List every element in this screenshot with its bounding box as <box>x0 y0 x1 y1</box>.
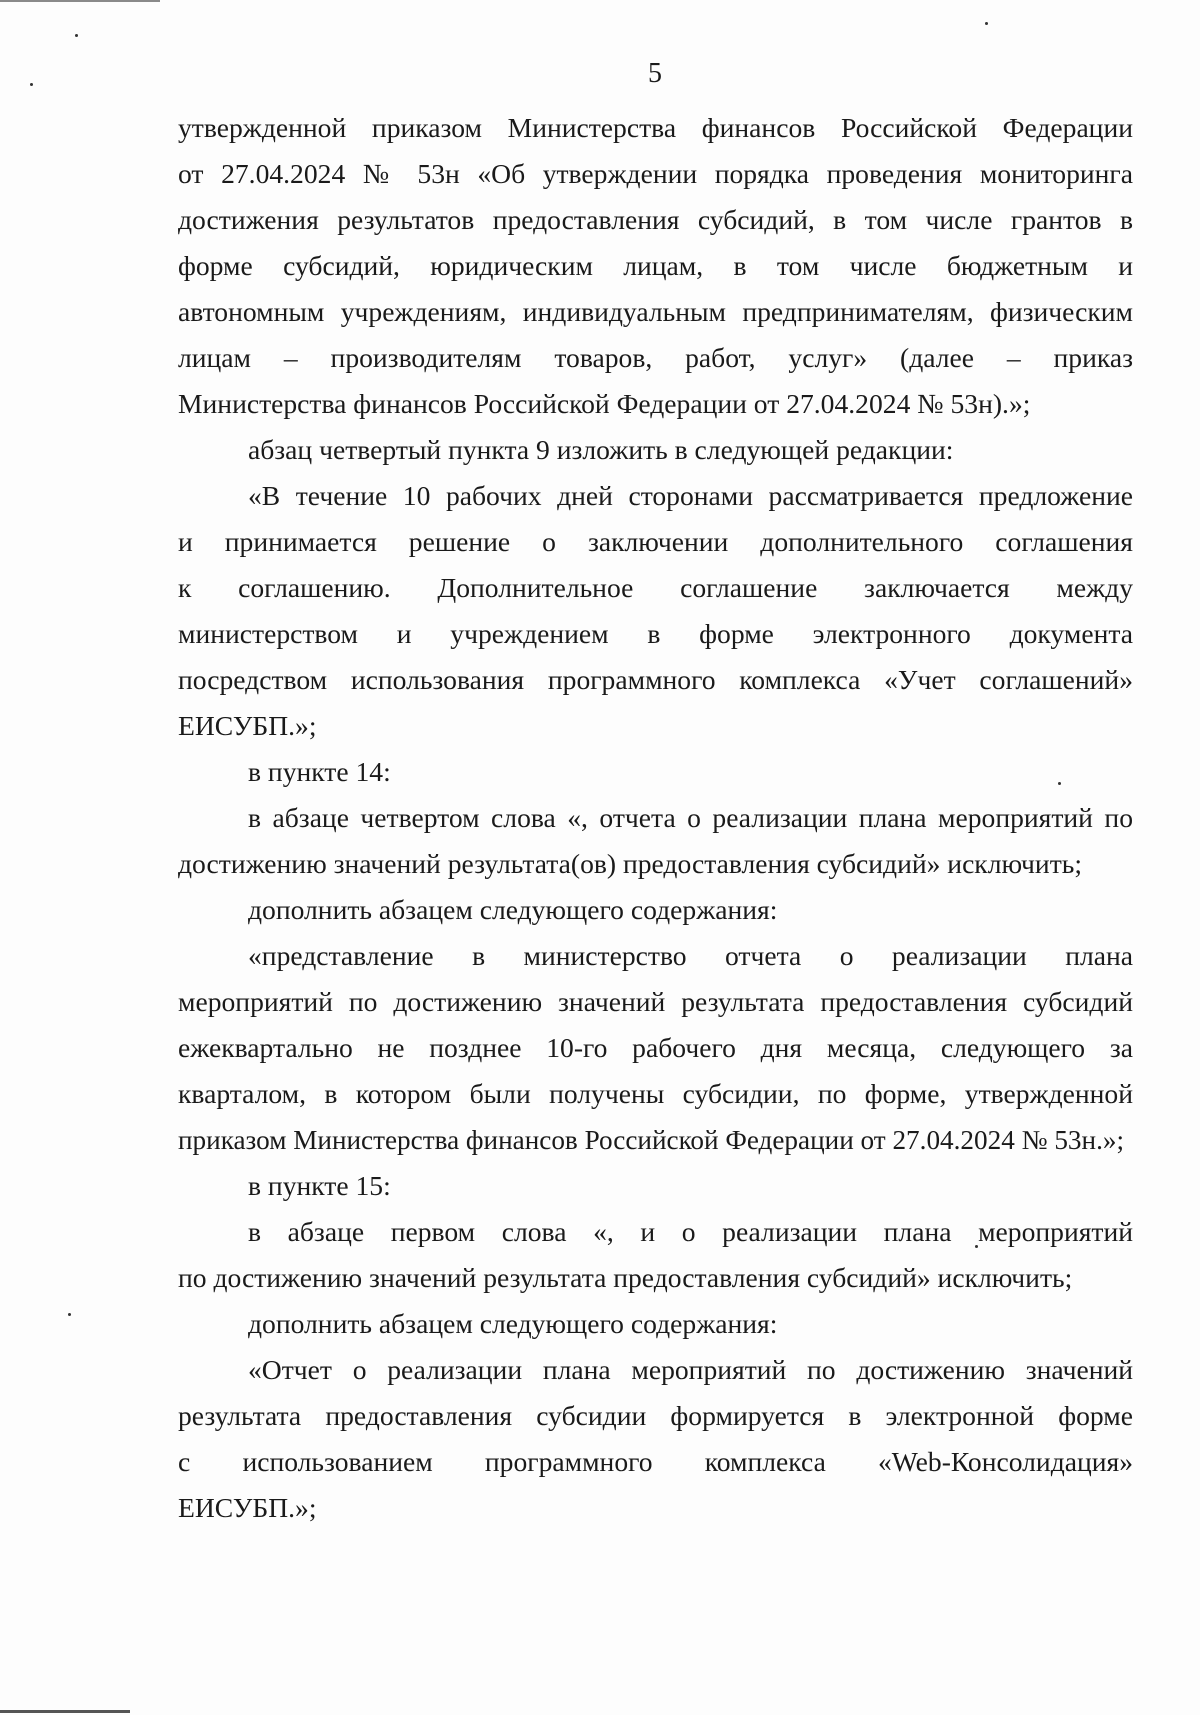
text-line: по достижению значений результата предоставления субсидий» исключить; <box>178 1262 1073 1293</box>
scan-speck <box>75 34 78 37</box>
text-line: результата предоставления субсидии формируется в электронной форме <box>178 1400 1133 1431</box>
scan-edge-top <box>0 0 160 2</box>
text-line: форме субсидий, юридическим лицам, в том числе бюджетным и <box>178 250 1133 281</box>
text-line: автономным учреждениям, индивидуальным предпринимателям, физическим <box>178 296 1133 327</box>
text-line: утвержденной приказом Министерства финансов Российской Федерации <box>178 112 1133 143</box>
scan-speck <box>985 22 988 25</box>
text-line: и принимается решение о заключении дополнительного соглашения <box>178 526 1133 557</box>
text-line: Министерства финансов Российской Федерации от 27.04.2024 № 53н).»; <box>178 388 1031 419</box>
text-line: достижения результатов предоставления субсидий, в том числе грантов в <box>178 204 1133 235</box>
scan-speck <box>68 1313 71 1316</box>
text-line: кварталом, в котором были получены субсидии, по форме, утвержденной <box>178 1078 1133 1109</box>
text-line: в абзаце четвертом слова «, отчета о реализации плана мероприятий по <box>248 802 1133 833</box>
document-body <box>178 105 1133 1531</box>
scan-edge-bottom <box>0 1710 130 1713</box>
text-line: посредством использования программного комплекса «Учет соглашений» <box>178 664 1133 695</box>
text-line: министерством и учреждением в форме электронного документа <box>178 618 1133 649</box>
text-line: ЕИСУБП.»; <box>178 1492 317 1523</box>
text-line: «представление в министерство отчета о реализации плана <box>248 940 1133 971</box>
text-line: приказом Министерства финансов Российской Федерации от 27.04.2024 № 53н.»; <box>178 1125 1125 1155</box>
text-line: ежеквартально не позднее 10-го рабочего дня месяца, следующего за <box>178 1032 1133 1063</box>
text-line: в абзаце первом слова «, и о реализации плана мероприятий <box>248 1216 1133 1247</box>
text-line: ЕИСУБП.»; <box>178 710 317 741</box>
text-line: к соглашению. Дополнительное соглашение заключается между <box>178 572 1133 603</box>
text-line: «Отчет о реализации плана мероприятий по достижению значений <box>248 1354 1133 1385</box>
text-line: достижению значений результата(ов) предоставления субсидий» исключить; <box>178 848 1083 879</box>
text-line: «В течение 10 рабочих дней сторонами рассматривается предложение <box>248 480 1133 511</box>
text-line: в пункте 15: <box>248 1170 391 1201</box>
text-line: дополнить абзацем следующего содержания: <box>248 1308 778 1339</box>
text-line: абзац четвертый пункта 9 изложить в следующей редакции: <box>248 434 954 465</box>
page-number: 5 <box>648 58 662 89</box>
text-line: с использованием программного комплекса «Web-Консолидация» <box>178 1446 1133 1477</box>
text-line: мероприятий по достижению значений результата предоставления субсидий <box>178 986 1133 1017</box>
text-line: в пункте 14: <box>248 756 391 787</box>
text-line: лицам – производителям товаров, работ, услуг» (далее – приказ <box>178 342 1133 373</box>
text-line: дополнить абзацем следующего содержания: <box>248 894 778 925</box>
text-line: от 27.04.2024 № 53н «Об утверждении порядка проведения мониторинга <box>178 158 1133 189</box>
